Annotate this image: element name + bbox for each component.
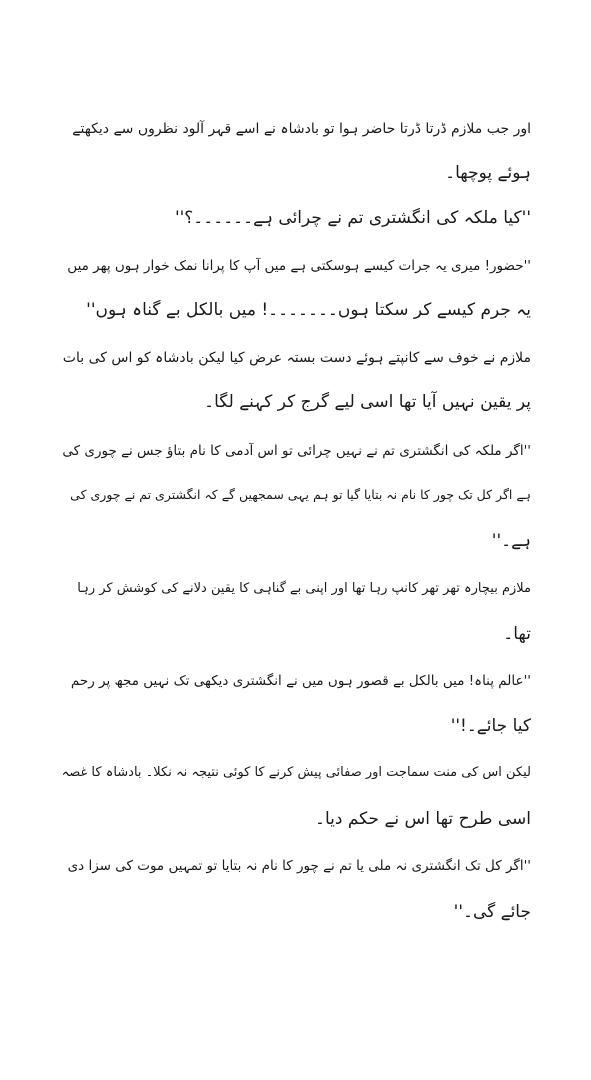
text-line-1: اور جب ملازم ڈرتا ڈرتا حاضر ہوا تو بادشاہ نے اسے قہر آلود نظروں سے دیکھتے [72, 121, 531, 137]
text-line-18: جائے گی۔'' [453, 902, 531, 922]
text-line-17: ''اگر کل تک انگشتری نہ ملی یا تم نے چور کا نام نہ بتایا تو تمہیں موت کی سزا دی [67, 858, 531, 874]
text-line-9: ہے اگر کل تک چور کا نام نہ بتایا گیا تو ہم یہی سمجھیں گے کہ انگشتری تم نے چوری کی [70, 487, 531, 502]
text-line-6: ملازم نے خوف سے کانپتے ہوئے دست بستہ عرض کیا لیکن بادشاہ کو اس کی بات [62, 350, 531, 366]
text-line-12: تھا۔ [503, 624, 531, 644]
text-line-16: اسی طرح تھا اس نے حکم دیا۔ [314, 809, 531, 829]
text-line-5: یہ جرم کیسے کر سکتا ہوں۔۔۔۔۔۔۔! میں بالکل بے گناہ ہوں'' [86, 300, 531, 320]
text-line-11: ملازم بیچارہ تھر تھر کانپ رہا تھا اور اپنی بے گناہی کا یقین دلانے کی کوشش کر رہا [77, 581, 531, 596]
text-line-7: پر یقین نہیں آیا تھا اسی لیے گرج کر کہنے لگا۔ [204, 392, 531, 412]
text-line-15: لیکن اس کی منت سماجت اور صفائی پیش کرنے کا کوئی نتیجہ نہ نکلا۔ بادشاہ کا غصہ [61, 765, 531, 780]
text-line-2: ہوئے پوچھا۔ [445, 163, 531, 183]
text-line-10: ہے۔'' [491, 531, 531, 551]
text-line-14: کیا جائے۔!'' [450, 716, 531, 736]
text-line-4: ''حضور! میری یہ جرات کیسے ہوسکتی ہے میں آپ کا پرانا نمک خوار ہوں پھر میں [67, 258, 531, 274]
text-line-8: ''اگر ملکہ کی انگشتری تم نے نہیں چرائی تو اس آدمی کا نام بتاؤ جس نے چوری کی [62, 443, 531, 459]
text-line-3: ''کیا ملکہ کی انگشتری تم نے چرائی ہے۔۔۔۔۔۔؟'' [174, 208, 531, 228]
text-line-13: ''عالم پناہ! میں بالکل بے قصور ہوں میں نے انگشتری دیکھی تک نہیں مجھ پر رحم [70, 673, 531, 689]
